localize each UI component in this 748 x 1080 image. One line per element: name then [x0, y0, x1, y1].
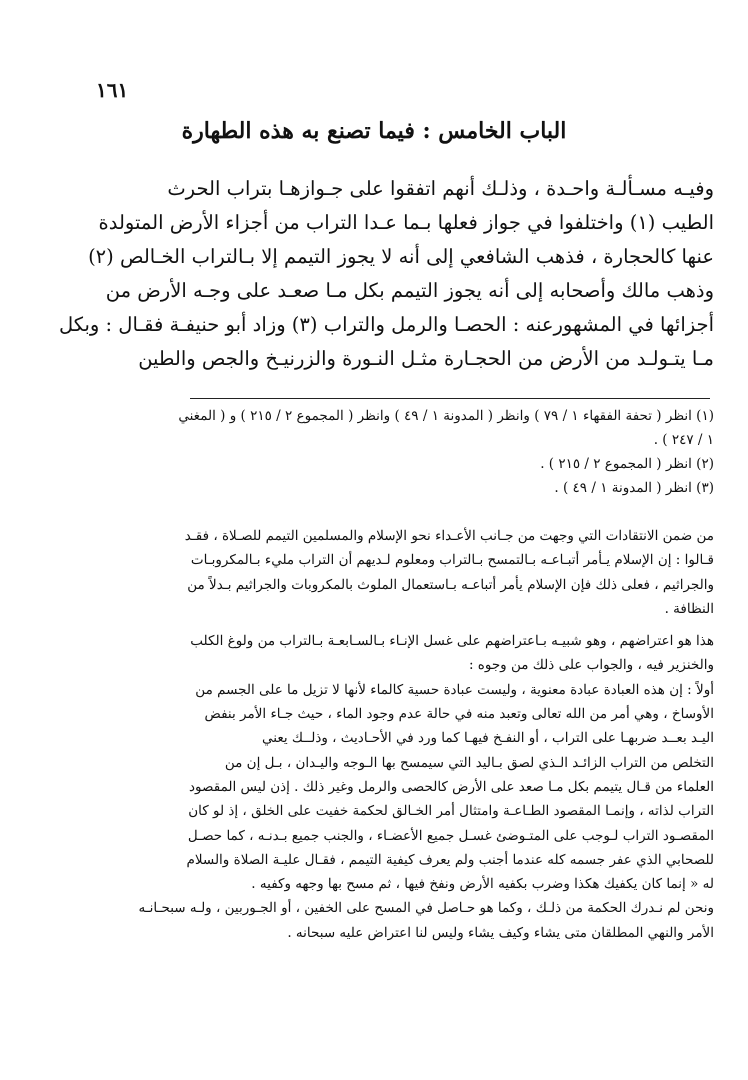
commentary-line: التخلص من التراب الزائـد الـذي لصق بـاليد التي سيمسح بها الـوجه واليـدان ، بـل إن من: [224, 754, 714, 771]
commentary-line: النظافة .: [664, 600, 714, 617]
commentary-line: المقصـود التراب لـوجب على المتـوضئ غسـل جميع الأعضـاء ، والجنب جميع بـدنـه ، كما حصـل: [187, 827, 714, 844]
footnote-1: (١) انظر ( تحفة الفقهاء ١ / ٧٩ ) وانظر ( المدونة ١ / ٤٩ ) وانظر ( المجموع ٢ / ٢١٥ ) و ( المغني: [178, 408, 714, 424]
commentary-line: من ضمن الانتقادات التي وجهت من جـانب الأعـداء نحو الإسلام والمسلمين التيمم للصـلاة ، فقـد: [184, 528, 714, 544]
main-text: [58, 172, 714, 376]
commentary-line: الأمر والنهي المطلقان متى يشاء وكيف يشاء وليس لنا اعتراض عليه سبحانه .: [287, 924, 714, 941]
footnote-2: (٢) انظر ( المجموع ٢ / ٢١٥ ) .: [540, 456, 714, 472]
page-number: ١٦١: [96, 78, 129, 102]
commentary-line: الأوساخ ، وهي أمر من الله تعالى وتعبد منه في حالة عدم وجود الماء ، حيث جـاء الأمر بنفض: [204, 706, 714, 723]
main-text-line: عنها كالحجارة ، فذهب الشافعي إلى أنه لا يجوز التيمم إلا بـالتراب الخـالص (٢): [88, 245, 714, 268]
commentary-line: والجراثيم ، فعلى ذلك فإن الإسلام يأمر أتباعـه بـاستعمال الملوث بالمكروبات والجراثيم بـدلاً من: [187, 576, 714, 593]
commentary-line: والخنزير فيه ، والجواب على ذلك من وجوه :: [468, 657, 714, 674]
commentary-line: للصحابي الذي عفر جسمه كله عندما أجنب ولم يعرف كيفية التيمم ، فقـال عليـة الصلاة والسلام: [186, 851, 714, 868]
commentary-line: ونحن لم نـدرك الحكمة من ذلـك ، وكما هو حـاصل في المسح على الخفين ، أو الجـوربين ، ولـه سبحـانـه: [138, 900, 714, 917]
main-text-line: الطيب (١) واختلفوا في جواز فعلها بـما عـدا التراب من أجزاء الأرض المتولدة: [98, 211, 714, 234]
commentary-line: له « إنما كان يكفيك هكذا وضرب بكفيه الأرض ونفخ فيها ، ثم مسح بها وجهه وكفيه .: [251, 876, 714, 893]
commentary-paragraph-3: [96, 678, 714, 897]
footnotes: [96, 404, 714, 500]
main-text-line: وذهب مالك وأصحابه إلى أنه يجوز التيمم بكل مـا صعـد على وجـه الأرض من: [105, 279, 714, 302]
footnote-3: (٣) انظر ( المدونة ١ / ٤٩ ) .: [554, 480, 714, 496]
commentary-paragraph-2: [96, 629, 714, 678]
commentary-paragraph-4: [96, 896, 714, 945]
commentary-line: أولاً : إن هذه العبادة عبادة معنوية ، وليست عبادة حسية كالماء لأنها لا تزيل ما على الجسم من: [195, 681, 714, 698]
commentary-line: هذا هو اعتراضهم ، وهو شبيـه بـاعتراضهم على غسل الإنـاء بـالسـابعـة بـالتراب من ولوغ الكلب: [190, 633, 714, 650]
commentary-line: التراب لذاته ، وإنمـا المقصود الطـاعـة وامتثال أمر الخـالق لحكمة خفيت على الخلق ، إذ لو كان: [188, 803, 714, 820]
commentary: [96, 524, 714, 945]
main-text-line: أجزائها في المشهورعنه : الحصـا والرمل والتراب (٣) وزاد أبو حنيفـة فقـال : وبكل: [58, 313, 714, 336]
chapter-title: الباب الخامس : فيما تصنع به هذه الطهارة: [181, 118, 567, 144]
main-text-line: وفيـه مسـألـة واحـدة ، وذلـك أنهم اتفقوا على جـوازهـا بتراب الحرث: [167, 177, 714, 200]
commentary-paragraph-1: [96, 524, 714, 621]
commentary-line: قـالوا : إن الإسلام يـأمر أتبـاعـه بـالتمسح بـالتراب ومعلوم لـديهم أن التراب مليء بـالمكروبـات: [190, 552, 714, 569]
footnote-1-continued: ١ / ٢٤٧ ) .: [653, 432, 714, 448]
footnote-divider: [190, 398, 710, 399]
main-text-line: مـا يتـولـد من الأرض من الحجـارة مثـل النـورة والزرنيـخ والجص والطين: [138, 347, 714, 370]
commentary-line: اليـد بعــد ضربهـا على التراب ، أو النفـخ فيهـا كما ورد في الأحـاديث ، وذلــك يعني: [262, 730, 714, 747]
commentary-line: العلماء من قـال يتيمم بكل مـا صعد على الأرض كالحصى والرمل وغير ذلك . إذن ليس المقصود: [189, 778, 714, 795]
